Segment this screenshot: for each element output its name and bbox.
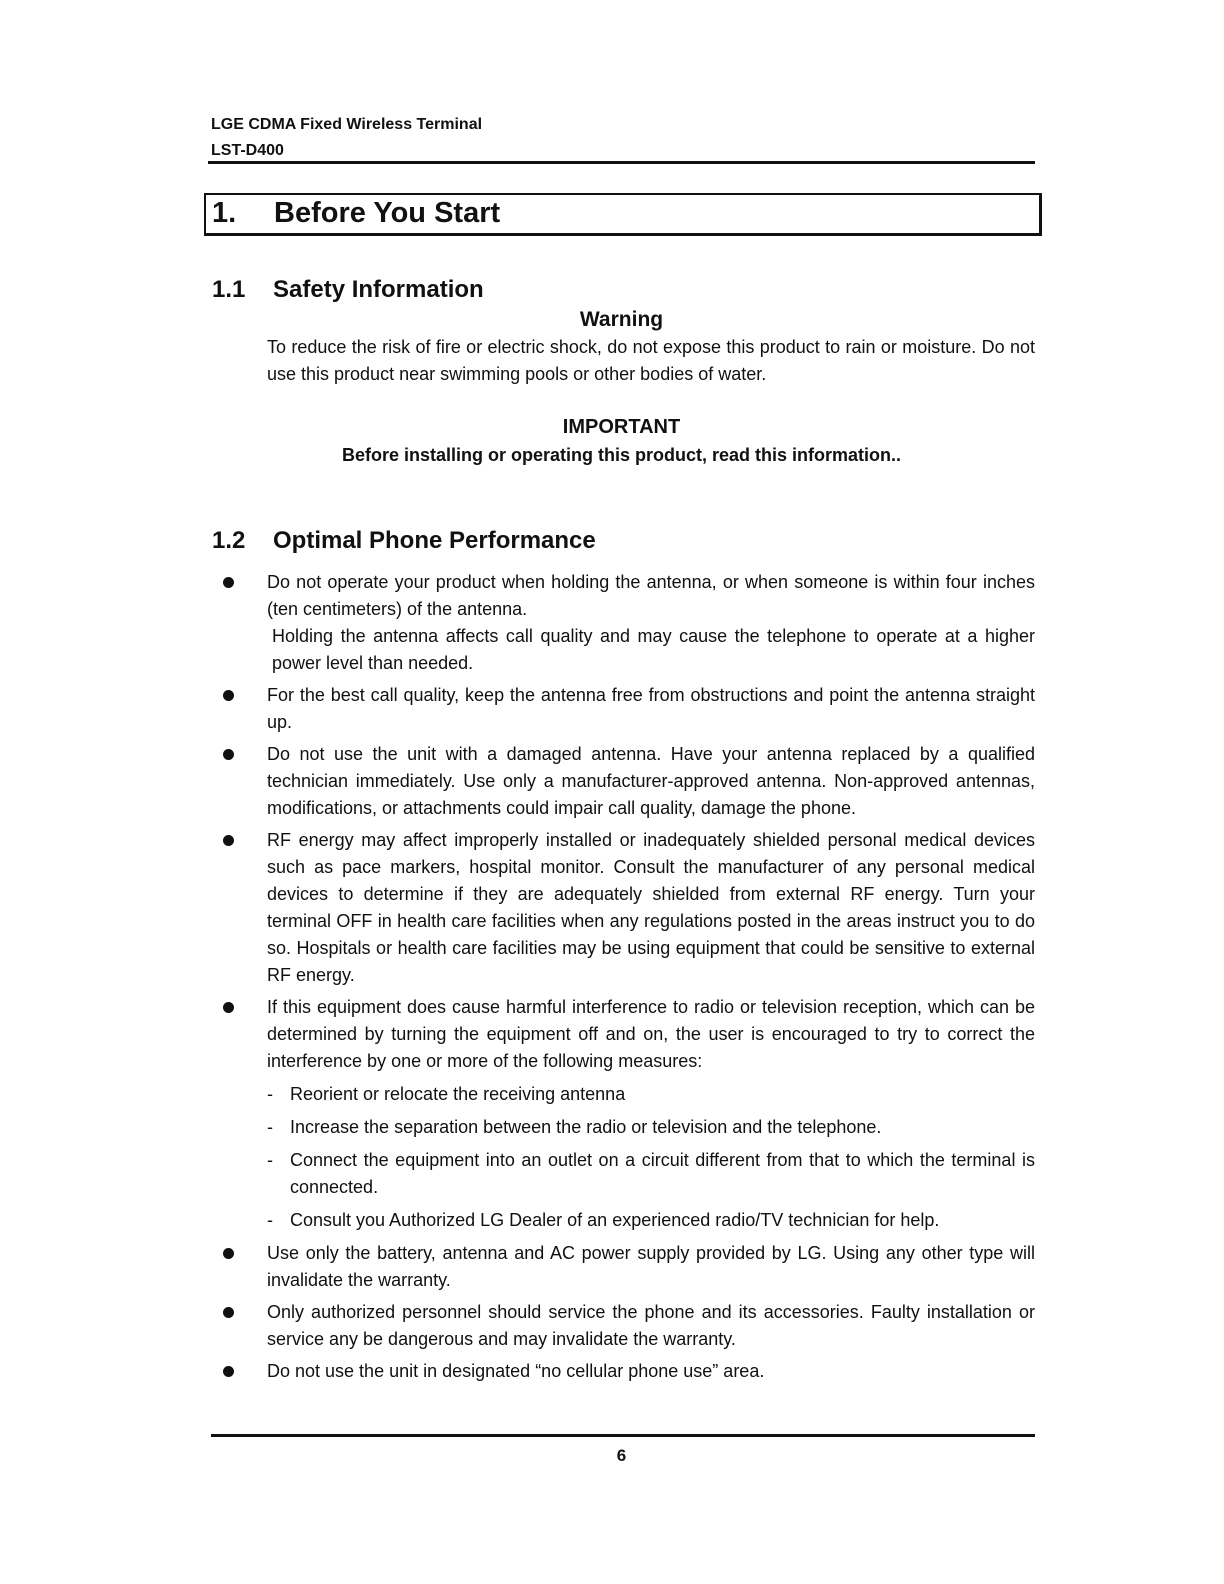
list-item-text: Use only the battery, antenna and AC power supply provided by LG. Using any other type will invalidate the warranty. [267,1243,1035,1290]
page-number: 6 [616,1446,627,1465]
chapter-heading [204,193,1042,236]
list-item [222,994,1035,1234]
dash-icon: - [267,1210,273,1230]
measure-text: Connect the equipment into an outlet on a circuit different from that to which the terminal is connected. [290,1150,1035,1197]
section-number: 1.1 [212,276,246,303]
bullet-icon [223,577,234,588]
measure-text: Reorient or relocate the receiving antenna [290,1084,626,1104]
list-item [222,1240,1035,1294]
footer-rule [211,1434,1035,1437]
warning-text: To reduce the risk of fire or electric shock, do not expose this product to rain or moisture. Do not use this product near swimming pools or other bodies of water. [267,337,1035,384]
list-item-text: For the best call quality, keep the antenna free from obstructions and point the antenna straight up. [267,685,1035,732]
list-item-text: Do not operate your product when holding the antenna, or when someone is within four inches (ten centimeters) of the antenna. [267,572,1035,619]
chapter-title: Before You Start [274,197,501,229]
list-item [222,741,1035,822]
bullet-icon [223,690,234,701]
section-heading-safety [212,276,484,304]
list-item-note: Holding the antenna affects call quality and may cause the telephone to operate at a higher power level than needed. [272,626,1035,673]
list-item-text: If this equipment does cause harmful interference to radio or television reception, which can be determined by turning the equipment off and on, the user is encouraged to try to correct the interference by one or more of the following measures: [267,997,1035,1071]
dash-icon: - [267,1084,273,1104]
bullet-icon [223,1248,234,1259]
measure-item [267,1207,1035,1234]
dash-icon: - [267,1117,273,1137]
measure-item [267,1147,1035,1201]
chapter-number: 1. [212,197,237,229]
important-text: Before installing or operating this product, read this information.. [341,445,902,465]
important-title: IMPORTANT [562,416,681,438]
measure-text: Increase the separation between the radio or television and the telephone. [290,1117,882,1137]
bullet-icon [223,1002,234,1013]
bullet-icon [223,1366,234,1377]
section-title: Optimal Phone Performance [273,527,596,554]
measure-text: Consult you Authorized LG Dealer of an experienced radio/TV technician for help. [290,1210,940,1230]
list-item [222,827,1035,989]
document-header [211,112,1035,164]
warning-title: Warning [579,308,664,331]
list-item [222,1358,1035,1385]
measures-list [267,1081,1035,1234]
list-item [222,1299,1035,1353]
measure-item [267,1081,1035,1108]
list-item [222,682,1035,736]
list-item-text: Only authorized personnel should service the phone and its accessories. Faulty installation or service any be dangerous and may invalidate the warranty. [267,1302,1035,1349]
performance-bullet-list [222,569,1035,1390]
section-title: Safety Information [273,276,484,303]
list-item-text: RF energy may affect improperly installed or inadequately shielded personal medical devices such as pace markers, hospital monitor. Consult the manufacturer of any personal medical devices to determine if they are adequately shielded from external RF energy. Turn your terminal OFF in health care facilities when any regulations posted in the areas instruct you to do so. Hospitals or health care facilities may be using equipment that could be sensitive to external RF energy. [267,830,1035,985]
header-product-line: LGE CDMA Fixed Wireless Terminal [211,116,483,133]
header-rule [208,161,1035,164]
section-number: 1.2 [212,527,246,554]
list-item [222,569,1035,677]
bullet-icon [223,835,234,846]
bullet-icon [223,1307,234,1318]
measure-item [267,1114,1035,1141]
bullet-icon [223,749,234,760]
list-item-text: Do not use the unit with a damaged antenna. Have your antenna replaced by a qualified technician immediately. Use only a manufacturer-approved antenna. Non-approved antennas, modifications, or attachments could impair call quality, damage the phone. [267,744,1035,818]
list-item-text: Do not use the unit in designated “no cellular phone use” area. [267,1361,765,1381]
header-model: LST-D400 [211,142,284,159]
dash-icon: - [267,1150,273,1170]
section-heading-performance [212,527,596,555]
